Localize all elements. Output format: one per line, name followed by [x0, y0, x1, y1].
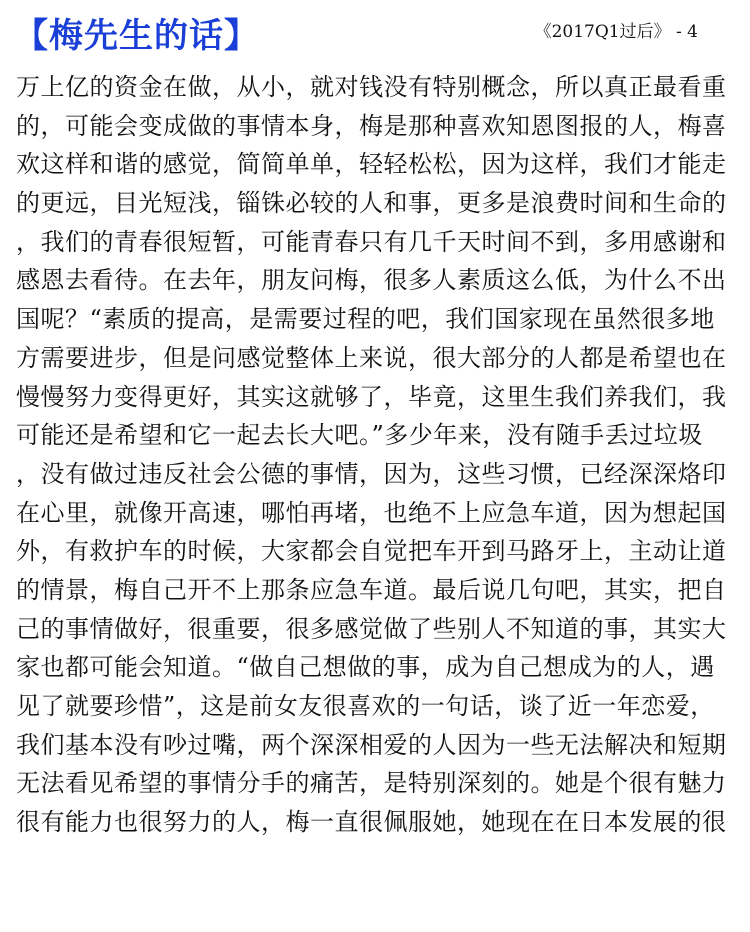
text-line: 无法看见希望的事情分手的痛苦，是特别深刻的。她是个很有魅力 [16, 769, 727, 798]
text-line: 外，有救护车的时候，大家都会自觉把车开到马路牙上，主动让道 [16, 537, 727, 566]
text-line: 万上亿的资金在做，从小，就对钱没有特别概念，所以真正最看重 [16, 73, 727, 101]
text-line: 慢慢努力变得更好，其实这就够了，毕竟，这里生我们养我们，我 [16, 382, 727, 411]
text-line: ，没有做过违反社会公德的事情，因为，这些习惯，已经深深烙印 [16, 459, 727, 488]
text-line: ，我们的青春很短暂，可能青春只有几千天时间不到，多用感谢和 [16, 227, 727, 256]
page-title: 【梅先生的话】 [14, 16, 259, 56]
page-header [0, 0, 750, 70]
text-line: 感恩去看待。在去年，朋友问梅，很多人素质这么低，为什么不出 [16, 266, 727, 295]
text-line: 可能还是希望和它一起去长大吧。”多少年来，没有随手丢过垃圾 [16, 421, 703, 450]
text-line: 方需要进步，但是问感觉整体上来说，很大部分的人都是希望也在 [16, 343, 727, 372]
page-reference: 《2017Q1过后》 - 4 [534, 22, 698, 42]
text-line: 很有能力也很努力的人，梅一直很佩服她，她现在在日本发展的很 [16, 808, 727, 837]
text-line: 的，可能会变成做的事情本身，梅是那种喜欢知恩图报的人，梅喜 [16, 111, 727, 140]
text-line: 国呢？“素质的提高，是需要过程的吧，我们国家现在虽然很多地 [16, 305, 715, 334]
text-line: 欢这样和谐的感觉，简简单单，轻轻松松，因为这样，我们才能走 [16, 150, 727, 179]
body-text [16, 68, 736, 842]
text-line: 见了就要珍惜”，这是前女友很喜欢的一句话，谈了近一年恋爱， [16, 692, 715, 720]
text-line: 我们基本没有吵过嘴，两个深深相爱的人因为一些无法解决和短期 [16, 730, 727, 759]
text-line: 己的事情做好，很重要，很多感觉做了些别人不知道的事，其实大 [16, 614, 727, 643]
text-line: 家也都可能会知道。“做自己想做的事，成为自己想成为的人，遇 [16, 653, 715, 682]
text-line: 在心里，就像开高速，哪怕再堵，也绝不上应急车道，因为想起国 [16, 498, 727, 527]
text-line: 的情景，梅自己开不上那条应急车道。最后说几句吧，其实，把自 [16, 575, 727, 604]
text-line: 的更远，目光短浅，锱铢必较的人和事，更多是浪费时间和生命的 [16, 189, 727, 218]
